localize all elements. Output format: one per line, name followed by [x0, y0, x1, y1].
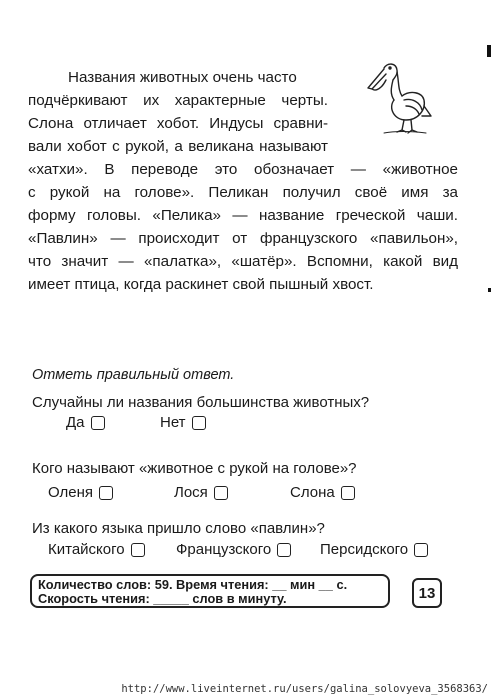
answer-option[interactable]	[290, 484, 355, 501]
answer-label: Слона	[290, 484, 335, 501]
edge-mark	[488, 288, 491, 292]
answer-label: Персидского	[320, 541, 409, 558]
passage-line: имеет птица, когда раскинет свой пышный хвост.	[28, 276, 374, 293]
passage-line: Названия животных очень часто	[68, 69, 297, 86]
source-url: http://www.liveinternet.ru/users/galina_solovyeva_3568363/	[121, 683, 488, 695]
passage-line: подчёркивают их характерные черты.	[28, 92, 328, 109]
question-1: Случайны ли названия большинства животных?	[32, 394, 370, 411]
answer-option[interactable]	[48, 541, 145, 558]
edge-mark	[487, 45, 491, 57]
answer-option[interactable]	[174, 484, 228, 501]
passage-line: с рукой на голове». Пеликан получил своё имя за	[28, 184, 458, 201]
question-2: Кого называют «животное с рукой на голове»?	[32, 460, 357, 477]
word-count-line: Количество слов: 59. Время чтения: __ мин __ с.	[38, 577, 348, 592]
instruction: Отметь правильный ответ.	[32, 367, 235, 383]
answer-checkbox[interactable]	[91, 416, 105, 430]
answer-checkbox[interactable]	[192, 416, 206, 430]
answer-option[interactable]	[160, 414, 206, 431]
passage-line: «хатхи». В переводе это обозначает — «животное	[28, 161, 458, 178]
answer-label: Китайского	[48, 541, 125, 558]
passage-line: «Павлин» — происходит от французского «павильон»,	[28, 230, 458, 247]
answer-option[interactable]	[176, 541, 291, 558]
answer-checkbox[interactable]	[277, 543, 291, 557]
page-number: 13	[412, 578, 442, 608]
answer-checkbox[interactable]	[99, 486, 113, 500]
passage-line: форму головы. «Пелика» — название греческой чаши.	[28, 207, 458, 224]
passage-line: что значит — «палатка», «шатёр». Вспомни, какой вид	[28, 253, 458, 270]
question-3: Из какого языка пришло слово «павлин»?	[32, 520, 325, 537]
passage-line: Слона отличает хобот. Индусы сравни-	[28, 115, 328, 132]
answer-checkbox[interactable]	[341, 486, 355, 500]
answer-option[interactable]	[48, 484, 113, 501]
answer-checkbox[interactable]	[131, 543, 145, 557]
answer-option[interactable]	[66, 414, 105, 431]
passage-line: вали хобот с рукой, а великана называют	[28, 138, 328, 155]
answer-checkbox[interactable]	[414, 543, 428, 557]
pelican-illustration	[364, 58, 434, 138]
answer-label: Да	[66, 414, 85, 431]
reading-stats-box	[30, 574, 390, 608]
answer-option[interactable]	[320, 541, 428, 558]
answer-label: Французского	[176, 541, 272, 558]
reading-speed-line: Скорость чтения: _____ слов в минуту.	[38, 591, 287, 606]
answer-label: Нет	[160, 414, 186, 431]
answer-checkbox[interactable]	[214, 486, 228, 500]
answer-label: Лося	[174, 484, 208, 501]
answer-label: Оленя	[48, 484, 93, 501]
